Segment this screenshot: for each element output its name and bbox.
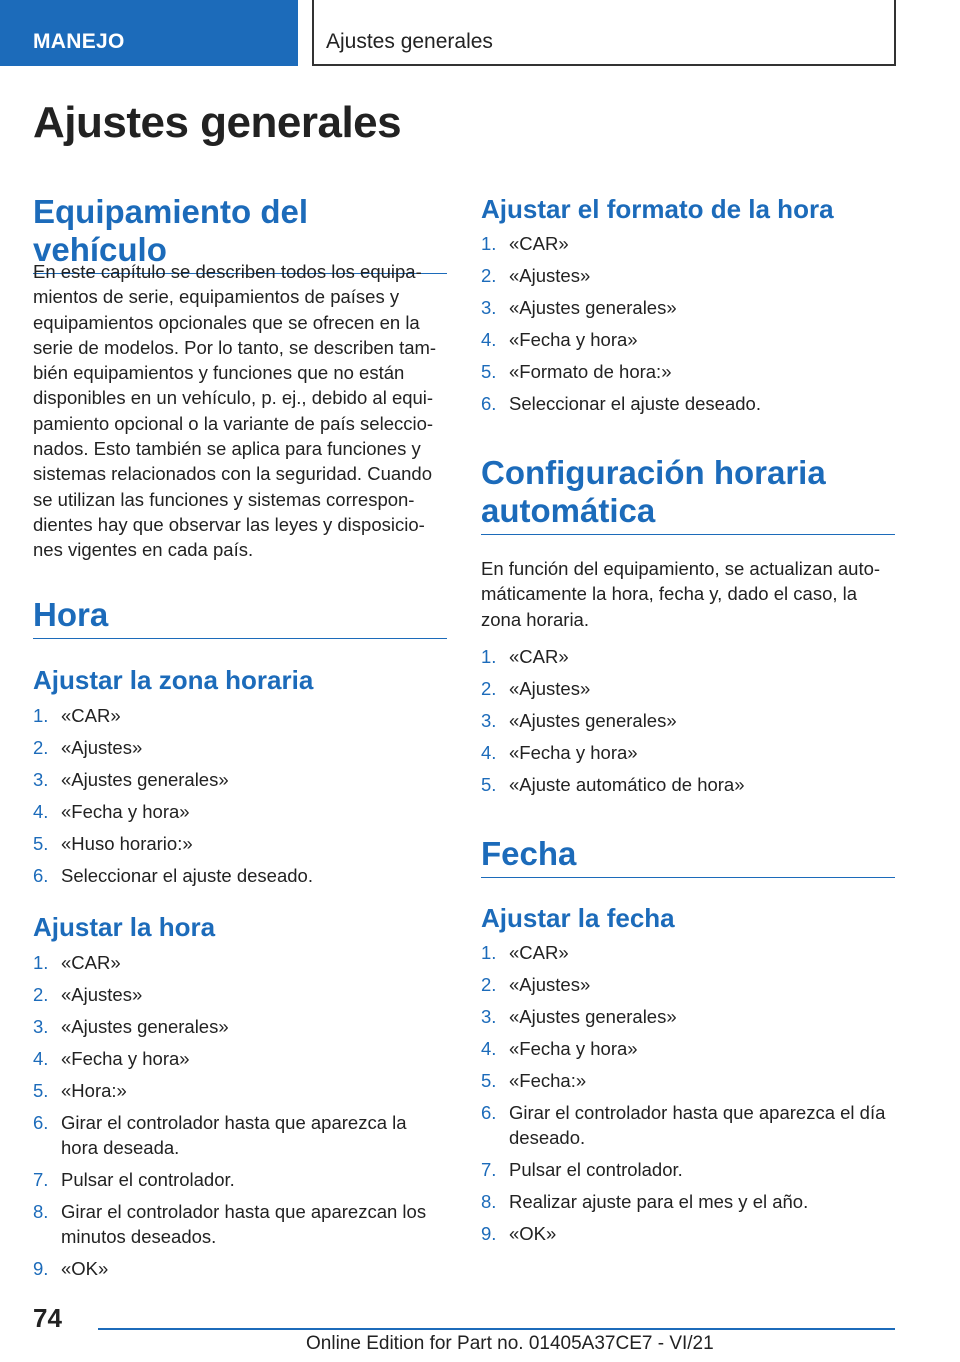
step-text: «Ajustes generales» <box>509 709 677 731</box>
text-line: disponibles en un vehículo, p. ej., debido al equi- <box>33 387 434 409</box>
step-item <box>33 982 447 1007</box>
step-number: 6. <box>33 864 49 886</box>
step-number: 5. <box>481 1069 497 1091</box>
text-line: dientes hay que observar las leyes y disposicio- <box>33 513 425 535</box>
step-item <box>33 799 447 824</box>
heading-line: Configuración horaria <box>481 454 826 491</box>
step-text: minutos deseados. <box>61 1226 217 1248</box>
step-number: 6. <box>481 392 497 414</box>
step-item <box>481 1189 895 1214</box>
step-item <box>481 391 895 416</box>
step-text: «CAR» <box>61 705 121 726</box>
step-item <box>33 1046 447 1071</box>
step-text: Seleccionar el ajuste deseado. <box>509 392 761 414</box>
step-text: Realizar ajuste para el mes y el año. <box>509 1191 809 1213</box>
step-text: «OK» <box>61 1258 109 1280</box>
step-text: Girar el controlador hasta que aparezcan los <box>61 1201 427 1223</box>
step-number: 3. <box>33 1015 49 1037</box>
step-text: Girar el controlador hasta que aparezca el día <box>509 1101 886 1123</box>
step-text: «Ajustes» <box>509 264 591 286</box>
step-text: «Ajustes generales» <box>509 1005 677 1027</box>
step-item <box>481 676 895 701</box>
step-text: «CAR» <box>509 233 569 254</box>
step-text: Pulsar el controlador. <box>509 1159 683 1181</box>
heading-fecha: Fecha <box>481 835 895 878</box>
step-number: 5. <box>481 360 497 382</box>
step-item <box>33 1078 447 1103</box>
step-text: «Ajustes generales» <box>509 296 677 318</box>
text-line: se utilizan las funciones y sistemas correspon- <box>33 488 415 510</box>
heading-ajustar-fecha: Ajustar la fecha <box>481 903 675 933</box>
equipamiento-paragraph <box>33 259 447 563</box>
step-text: «Ajustes» <box>509 973 591 995</box>
step-number: 5. <box>33 1079 49 1101</box>
step-item <box>33 1199 447 1250</box>
step-item <box>481 772 895 797</box>
step-text: «OK» <box>509 1223 557 1245</box>
step-number: 6. <box>33 1111 49 1133</box>
step-text: «Huso horario:» <box>61 832 193 854</box>
steps-ajustar-hora <box>33 950 447 1288</box>
step-item <box>33 1110 447 1161</box>
step-number: 2. <box>481 677 497 699</box>
step-text: «Fecha y hora» <box>61 1047 190 1069</box>
step-item <box>481 327 895 352</box>
steps-ajustar-fecha <box>481 940 895 1253</box>
step-number: 4. <box>481 1037 497 1059</box>
step-number: 2. <box>33 983 49 1005</box>
step-item <box>481 1004 895 1029</box>
step-text: Pulsar el controlador. <box>61 1169 235 1191</box>
text-line: nados. Esto también se aplica para funciones y <box>33 438 421 460</box>
step-number: 5. <box>33 832 49 854</box>
text-line: mientos de serie, equipamientos de países y <box>33 286 400 308</box>
step-number: 3. <box>33 768 49 790</box>
step-item <box>481 359 895 384</box>
step-number: 1. <box>481 646 497 667</box>
step-text: «Ajustes generales» <box>61 1015 229 1037</box>
step-number: 3. <box>481 1005 497 1027</box>
step-item <box>481 263 895 288</box>
text-line: En este capítulo se describen todos los equipa- <box>33 261 422 282</box>
step-item <box>481 1036 895 1061</box>
page-number: 74 <box>33 1303 62 1333</box>
text-line: pamiento opcional o la variante de país seleccio- <box>33 412 434 434</box>
footer-edition: Online Edition for Part no. 01405A37CE7 - VI/21 <box>306 1333 714 1354</box>
step-item <box>481 1100 895 1151</box>
step-item <box>481 644 895 669</box>
heading-hora: Hora <box>33 596 447 639</box>
step-item <box>33 831 447 856</box>
step-text: «Fecha y hora» <box>509 1037 638 1059</box>
steps-automatica <box>481 644 895 804</box>
text-line: equipamientos opcionales que se ofrecen en la <box>33 311 420 333</box>
step-item <box>481 231 895 256</box>
step-number: 4. <box>33 1047 49 1069</box>
step-number: 5. <box>481 773 497 795</box>
step-text: «CAR» <box>509 646 569 667</box>
step-item <box>33 1014 447 1039</box>
step-item <box>481 972 895 997</box>
text-line: nes vigentes en cada país. <box>33 539 254 561</box>
step-item <box>481 1221 895 1246</box>
heading-equipamiento: Equipamiento del vehículo <box>33 193 447 274</box>
step-text: «Fecha:» <box>509 1069 587 1091</box>
step-number: 1. <box>33 952 49 973</box>
step-item <box>33 735 447 760</box>
step-number: 3. <box>481 709 497 731</box>
heading-line: automática <box>481 492 656 529</box>
step-number: 9. <box>33 1258 49 1280</box>
step-text: «Ajuste automático de hora» <box>509 773 745 795</box>
step-item <box>33 703 447 728</box>
step-number: 7. <box>33 1169 49 1191</box>
step-text: «Fecha y hora» <box>509 328 638 350</box>
step-number: 2. <box>33 736 49 758</box>
page-title: Ajustes generales <box>33 98 402 147</box>
step-text: «CAR» <box>61 952 121 973</box>
step-number: 8. <box>33 1201 49 1223</box>
step-text: deseado. <box>509 1127 586 1149</box>
step-number: 4. <box>481 741 497 763</box>
step-text: Seleccionar el ajuste deseado. <box>61 864 313 886</box>
step-text: «Fecha y hora» <box>61 800 190 822</box>
text-line: bién equipamientos y funciones que no están <box>33 362 405 384</box>
step-item <box>33 767 447 792</box>
step-number: 6. <box>481 1101 497 1123</box>
heading-formato-hora: Ajustar el formato de la hora <box>481 194 834 224</box>
step-item <box>33 1256 447 1281</box>
step-text: «Ajustes generales» <box>61 768 229 790</box>
heading-ajustar-hora: Ajustar la hora <box>33 912 216 942</box>
step-text: «CAR» <box>509 942 569 963</box>
step-text: Girar el controlador hasta que aparezca la <box>61 1111 407 1133</box>
step-number: 8. <box>481 1191 497 1213</box>
step-text: «Ajustes» <box>61 736 143 758</box>
step-number: 1. <box>481 233 497 254</box>
step-text: «Ajustes» <box>509 677 591 699</box>
step-item <box>481 740 895 765</box>
step-item <box>33 950 447 975</box>
automatica-paragraph <box>481 556 895 632</box>
step-item <box>33 863 447 888</box>
steps-zona-horaria <box>33 703 447 895</box>
step-number: 1. <box>481 942 497 963</box>
step-number: 9. <box>481 1223 497 1245</box>
step-item <box>481 1157 895 1182</box>
step-number: 1. <box>33 705 49 726</box>
header-title: Ajustes generales <box>312 0 896 66</box>
step-number: 4. <box>33 800 49 822</box>
step-text: «Hora:» <box>61 1079 127 1101</box>
text-line: zona horaria. <box>481 608 589 630</box>
step-item <box>481 940 895 965</box>
step-item <box>481 295 895 320</box>
heading-automatica <box>481 454 895 535</box>
text-line: máticamente la hora, fecha y, dado el caso, la <box>481 583 858 605</box>
step-item <box>481 708 895 733</box>
text-line: serie de modelos. Por lo tanto, se describen tam- <box>33 336 437 358</box>
text-line: En función del equipamiento, se actualizan auto- <box>481 558 881 579</box>
step-number: 7. <box>481 1159 497 1181</box>
footer-divider <box>98 1328 895 1330</box>
step-number: 3. <box>481 296 497 318</box>
text-line: sistemas relacionados con la seguridad. Cuando <box>33 463 433 485</box>
heading-zona-horaria: Ajustar la zona horaria <box>33 665 314 695</box>
step-item <box>481 1068 895 1093</box>
steps-formato-hora <box>481 231 895 423</box>
step-item <box>33 1167 447 1192</box>
step-text: «Ajustes» <box>61 983 143 1005</box>
step-number: 2. <box>481 973 497 995</box>
step-text: «Fecha y hora» <box>509 741 638 763</box>
step-number: 2. <box>481 264 497 286</box>
step-number: 4. <box>481 328 497 350</box>
step-text: hora deseada. <box>61 1137 180 1159</box>
section-tab: MANEJO <box>0 0 298 66</box>
step-text: «Formato de hora:» <box>509 360 672 382</box>
